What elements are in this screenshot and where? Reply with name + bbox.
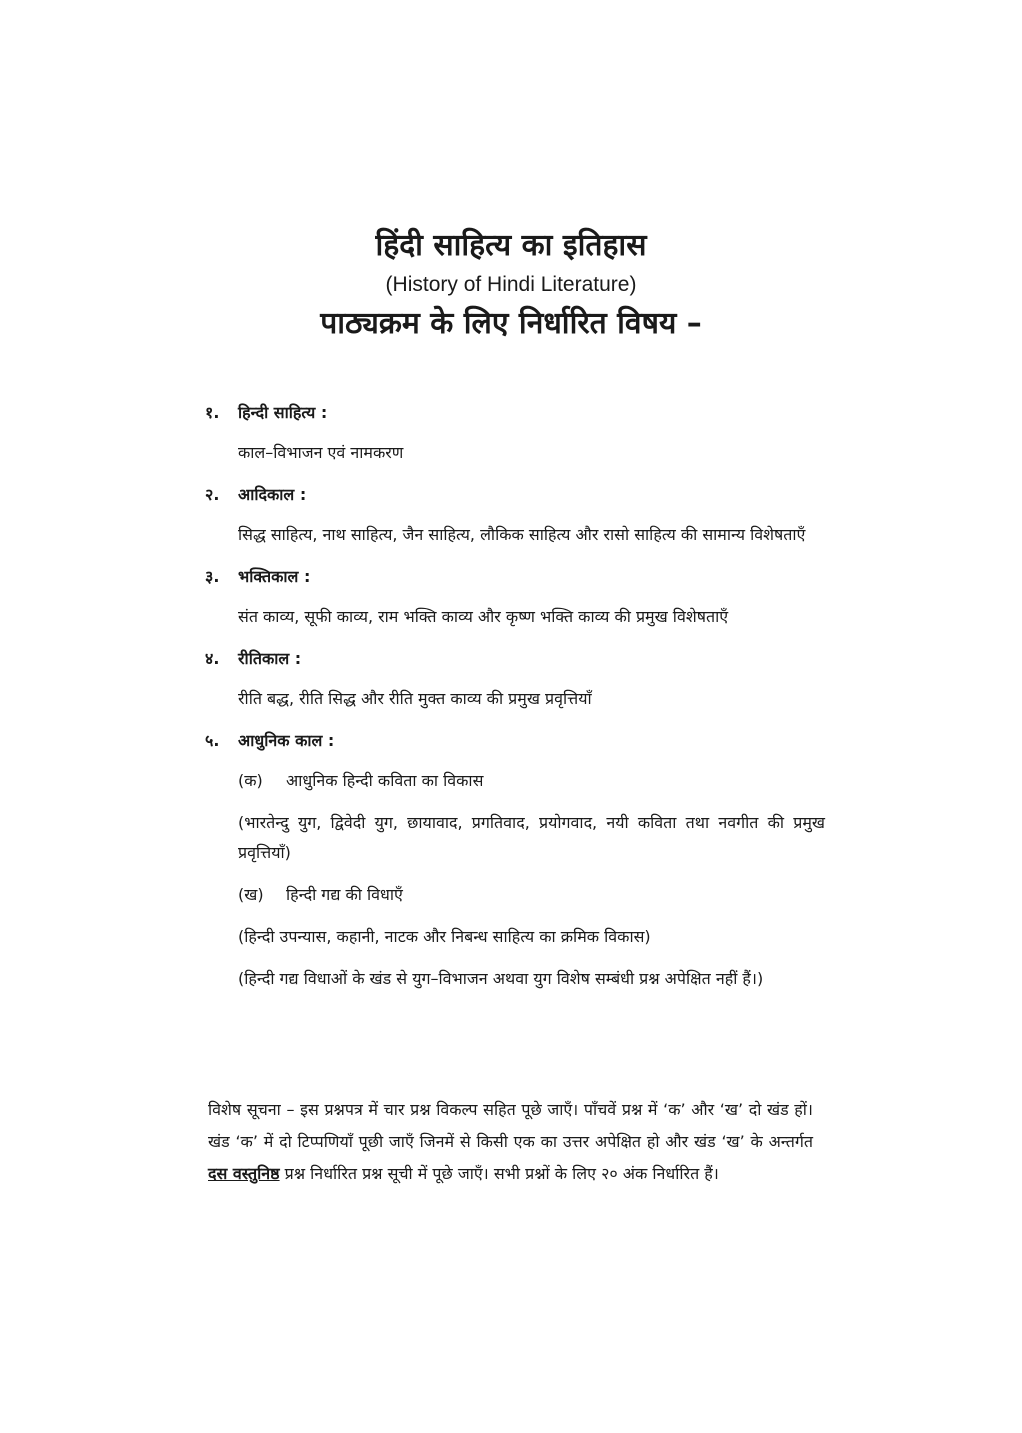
section-number: ४.	[205, 649, 220, 668]
section-heading	[205, 562, 825, 592]
section-body	[238, 766, 825, 994]
special-notice	[208, 1094, 813, 1190]
section-3	[205, 562, 825, 632]
sub-item-text: आधुनिक हिन्दी कविता का विकास	[286, 771, 484, 790]
section-4	[205, 644, 825, 714]
page-title-english: (History of Hindi Literature)	[385, 273, 637, 296]
section-2	[205, 480, 825, 550]
section-body	[238, 438, 825, 468]
sub-item-text: हिन्दी गद्य की विधाएँ	[286, 885, 403, 904]
section-body	[238, 602, 825, 632]
sub-item-note: (हिन्दी उपन्यास, कहानी, नाटक और निबन्ध साहित्य का क्रमिक विकास)	[238, 927, 651, 946]
notice-text: विशेष सूचना – इस प्रश्नपत्र में चार प्रश्न विकल्प सहित पूछे जाएँ। पाँचवें प्रश्न में ‘क’ और ‘ख’ दो खंड हों। खंड ‘क’ में दो टिप्पणियाँ पूछी जाएँ जिनमें से किसी एक का उत्तर अपेक्षित हो और खंड ‘ख’ के अन्तर्गत	[208, 1100, 813, 1151]
page-title: हिंदी साहित्य का इतिहास	[375, 228, 647, 263]
section-number: १.	[205, 403, 220, 422]
section-title: आधुनिक काल :	[238, 731, 335, 750]
title-block	[0, 222, 1022, 348]
sub-marker: (ख)	[238, 885, 264, 904]
section-title: आदिकाल :	[238, 485, 307, 504]
sub-marker: (क)	[238, 771, 263, 790]
section-5	[205, 726, 825, 994]
section-title: हिन्दी साहित्य :	[238, 403, 328, 422]
section-number: २.	[205, 485, 220, 504]
section-heading	[205, 726, 825, 756]
sub-item-a	[238, 766, 825, 796]
section-body	[238, 520, 825, 550]
section-1	[205, 398, 825, 468]
section-text: संत काव्य, सूफी काव्य, राम भक्ति काव्य और कृष्ण भक्ति काव्य की प्रमुख विशेषताएँ	[238, 607, 729, 626]
notice-text: प्रश्न निर्धारित प्रश्न सूची में पूछे जाएँ। सभी प्रश्नों के लिए २० अंक निर्धारित हैं।	[279, 1164, 719, 1183]
notice-emphasis: दस वस्तुनिष्ठ	[208, 1164, 280, 1183]
section-heading	[205, 398, 825, 428]
section-heading	[205, 480, 825, 510]
page-subtitle: पाठ्यक्रम के लिए निर्धारित विषय –	[320, 306, 702, 341]
syllabus-sections	[205, 398, 825, 1006]
section-text: काल–विभाजन एवं नामकरण	[238, 443, 404, 462]
section-number: ३.	[205, 567, 220, 586]
sub-item-note: (हिन्दी गद्य विधाओं के खंड से युग–विभाजन अथवा युग विशेष सम्बंधी प्रश्न अपेक्षित नहीं हैं।)	[238, 969, 764, 988]
sub-item-b	[238, 880, 825, 910]
section-heading	[205, 644, 825, 674]
section-text: सिद्ध साहित्य, नाथ साहित्य, जैन साहित्य, लौकिक साहित्य और रासो साहित्य की सामान्य विशेषताएँ	[238, 525, 806, 544]
section-body	[238, 684, 825, 714]
sub-item-note: (भारतेन्दु युग, द्विवेदी युग, छायावाद, प्रगतिवाद, प्रयोगवाद, नयी कविता तथा नवगीत की प्रमुख प्रवृत्तियाँ)	[238, 813, 825, 862]
section-text: रीति बद्ध, रीति सिद्ध और रीति मुक्त काव्य की प्रमुख प्रवृत्तियाँ	[238, 689, 592, 708]
section-title: रीतिकाल :	[238, 649, 302, 668]
section-number: ५.	[205, 731, 220, 750]
section-title: भक्तिकाल :	[238, 567, 311, 586]
